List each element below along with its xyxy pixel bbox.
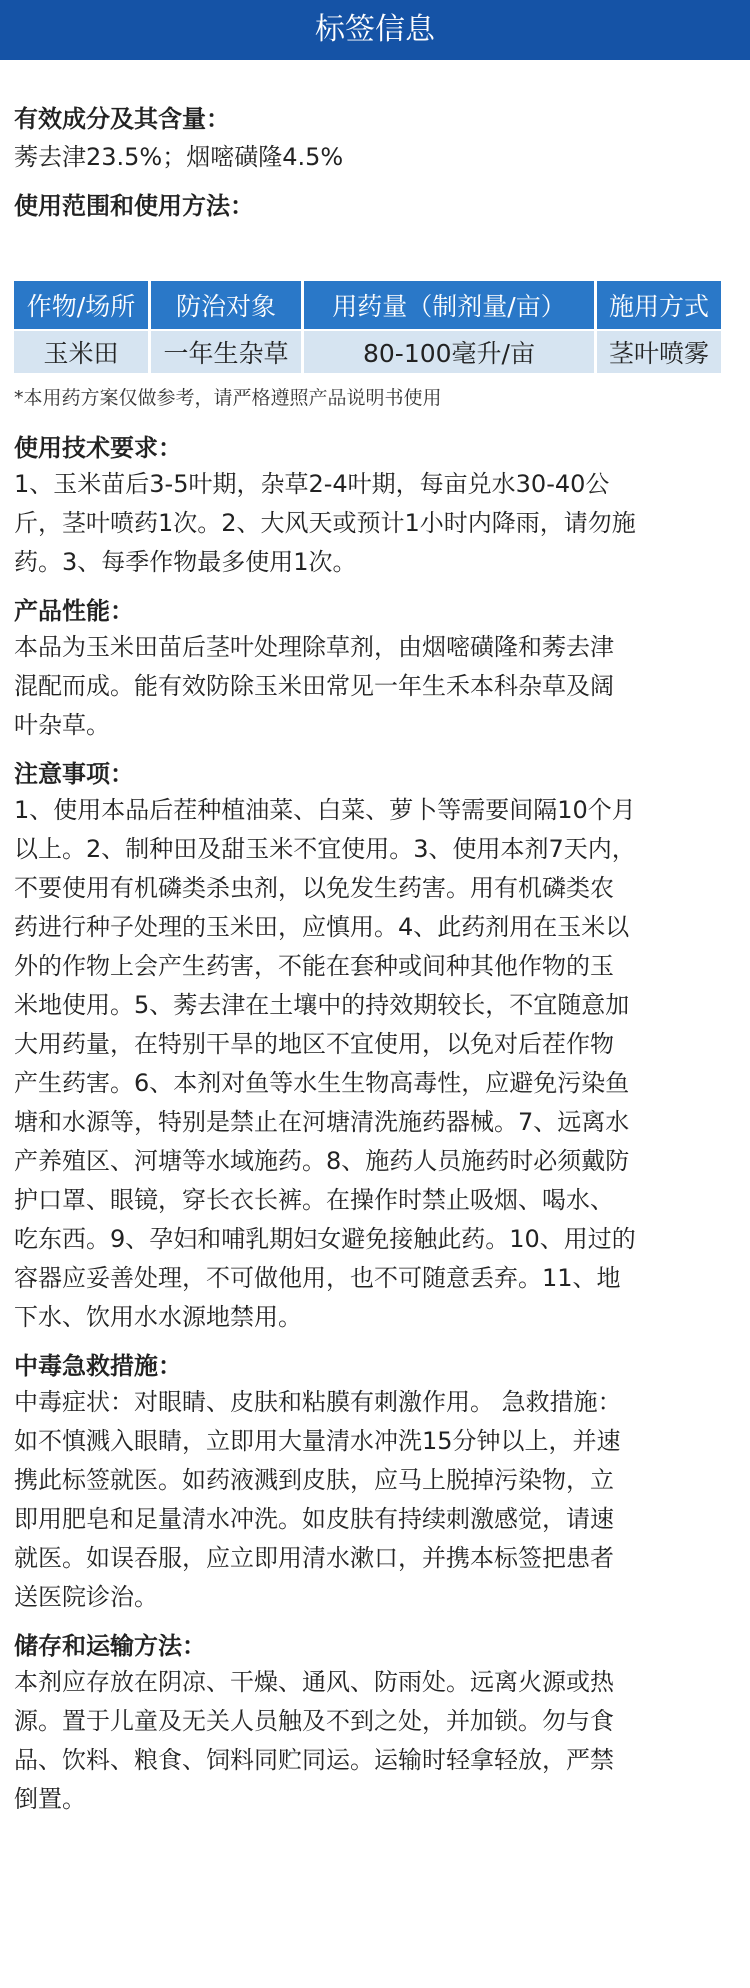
- cautions-line: 药进行种子处理的玉米田，应慎用。4、此药剂用在玉米以: [14, 913, 630, 941]
- storage-line: 本剂应存放在阴凉、干燥、通风、防雨处。远离火源或热: [14, 1668, 614, 1696]
- firstaid-line: 如不慎溅入眼睛，立即用大量清水冲洗15分钟以上，并速: [14, 1427, 621, 1455]
- page-header: [0, 0, 750, 60]
- ingredients-title: 有效成分及其含量：: [14, 105, 230, 133]
- usage-table: [11, 279, 724, 375]
- cautions-line: 以上。2、制种田及甜玉米不宜使用。3、使用本剂7天内，: [14, 835, 636, 863]
- table-header-method: 施用方式: [597, 281, 721, 329]
- cautions-line: 外的作物上会产生药害，不能在套种或间种其他作物的玉: [14, 952, 614, 980]
- tech-title: 使用技术要求：: [14, 434, 182, 462]
- tech-line: 斤，茎叶喷药1次。2、大风天或预计1小时内降雨，请勿施: [14, 509, 636, 537]
- performance-section: [14, 596, 736, 745]
- firstaid-section: [14, 1351, 736, 1617]
- ingredients-section: [14, 104, 736, 177]
- table-cell-target: 一年生杂草: [151, 331, 301, 373]
- usage-section: [14, 191, 736, 221]
- firstaid-title: 中毒急救措施：: [14, 1352, 182, 1380]
- performance-line: 混配而成。能有效防除玉米田常见一年生禾本科杂草及阔: [14, 672, 614, 700]
- cautions-line: 吃东西。9、孕妇和哺乳期妇女避免接触此药。10、用过的: [14, 1225, 636, 1253]
- tech-line: 1、玉米苗后3-5叶期，杂草2-4叶期，每亩兑水30-40公: [14, 470, 610, 498]
- performance-line: 叶杂草。: [14, 711, 110, 739]
- storage-line: 源。置于儿童及无关人员触及不到之处，并加锁。勿与食: [14, 1707, 614, 1735]
- cautions-line: 产生药害。6、本剂对鱼等水生生物高毒性，应避免污染鱼: [14, 1069, 630, 1097]
- table-header-target: 防治对象: [151, 281, 301, 329]
- firstaid-line: 中毒症状：对眼睛、皮肤和粘膜有刺激作用。 急救措施：: [14, 1388, 622, 1416]
- performance-text: [14, 628, 736, 745]
- cautions-section: [14, 759, 736, 1337]
- cautions-text: [14, 791, 736, 1337]
- storage-line: 品、饮料、粮食、饲料同贮同运。运输时轻拿轻放，严禁: [14, 1746, 614, 1774]
- table-row: [14, 331, 721, 373]
- cautions-line: 下水、饮用水水源地禁用。: [14, 1303, 302, 1331]
- performance-title: 产品性能：: [14, 597, 134, 625]
- tech-section: [14, 433, 736, 582]
- table-note: *本用药方案仅做参考，请严格遵照产品说明书使用: [14, 387, 442, 409]
- ingredients-text: 莠去津23.5%；烟嘧磺隆4.5%: [14, 143, 344, 171]
- cautions-line: 塘和水源等，特别是禁止在河塘清洗施药器械。7、远离水: [14, 1108, 630, 1136]
- cautions-line: 1、使用本品后茬种植油菜、白菜、萝卜等需要间隔10个月: [14, 796, 636, 824]
- table-cell-crop: 玉米田: [14, 331, 148, 373]
- storage-title: 储存和运输方法：: [14, 1632, 206, 1660]
- page-title: 标签信息: [315, 12, 435, 47]
- cautions-line: 大用药量，在特别干旱的地区不宜使用，以免对后茬作物: [14, 1030, 614, 1058]
- cautions-line: 不要使用有机磷类杀虫剂，以免发生药害。用有机磷类农: [14, 874, 614, 902]
- tech-text: [14, 465, 736, 582]
- cautions-line: 产养殖区、河塘等水域施药。8、施药人员施药时必须戴防: [14, 1147, 630, 1175]
- cautions-line: 容器应妥善处理，不可做他用，也不可随意丢弃。11、地: [14, 1264, 621, 1292]
- table-cell-method: 茎叶喷雾: [597, 331, 721, 373]
- cautions-title: 注意事项：: [14, 760, 134, 788]
- firstaid-line: 携此标签就医。如药液溅到皮肤，应马上脱掉污染物，立: [14, 1466, 614, 1494]
- label-content: [0, 104, 750, 1819]
- usage-title: 使用范围和使用方法：: [14, 192, 254, 220]
- firstaid-text: [14, 1383, 736, 1617]
- storage-text: [14, 1663, 736, 1819]
- tech-line: 药。3、每季作物最多使用1次。: [14, 548, 357, 576]
- firstaid-line: 就医。如误吞服，应立即用清水漱口，并携本标签把患者: [14, 1544, 614, 1572]
- storage-section: [14, 1631, 736, 1819]
- table-header-row: [14, 281, 721, 329]
- performance-line: 本品为玉米田苗后茎叶处理除草剂，由烟嘧磺隆和莠去津: [14, 633, 614, 661]
- firstaid-line: 即用肥皂和足量清水冲洗。如皮肤有持续刺激感觉，请速: [14, 1505, 614, 1533]
- table-header-crop: 作物/场所: [14, 281, 148, 329]
- table-cell-dosage: 80-100毫升/亩: [304, 331, 594, 373]
- storage-line: 倒置。: [14, 1785, 86, 1813]
- table-header-dosage: 用药量（制剂量/亩）: [304, 281, 594, 329]
- firstaid-line: 送医院诊治。: [14, 1583, 158, 1611]
- cautions-line: 护口罩、眼镜，穿长衣长裤。在操作时禁止吸烟、喝水、: [14, 1186, 614, 1214]
- cautions-line: 米地使用。5、莠去津在土壤中的持效期较长，不宜随意加: [14, 991, 630, 1019]
